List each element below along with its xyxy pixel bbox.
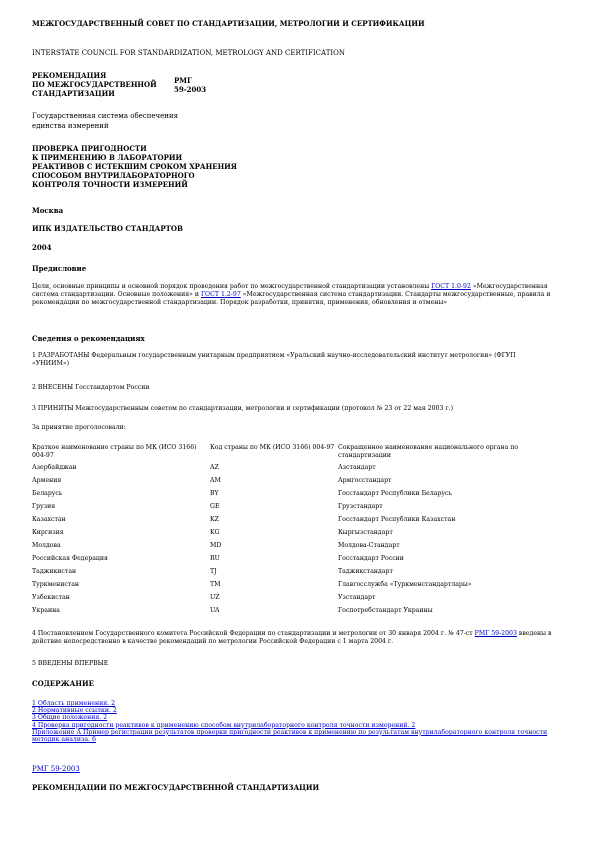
country-cell: Армения xyxy=(32,477,62,484)
title-line-3: РЕАКТИВОВ С ИСТЕКШИМ СРОКОМ ХРАНЕНИЯ xyxy=(32,162,237,171)
contents-list xyxy=(32,700,552,743)
standards-body-cell: Узстандарт xyxy=(338,594,376,601)
code-cell: BY xyxy=(210,490,219,497)
contents-heading: СОДЕРЖАНИЕ xyxy=(32,679,94,688)
standards-body-cell: Кыргызстандарт xyxy=(338,529,393,536)
code-cell: AZ xyxy=(210,464,219,471)
title-line-2: К ПРИМЕНЕНИЮ В ЛАБОРАТОРИИ xyxy=(32,153,183,162)
table-row xyxy=(32,568,562,581)
country-cell: Азербайджан xyxy=(32,464,77,471)
code-cell: UA xyxy=(210,607,220,614)
designation-line-3: СТАНДАРТИЗАЦИИ xyxy=(32,89,115,98)
footer-rmg-link[interactable]: РМГ 59-2003 xyxy=(32,765,80,773)
designation-code-1: РМГ xyxy=(174,76,192,85)
country-cell: Грузия xyxy=(32,503,56,510)
toc-item-appendix-a[interactable]: Приложение А Пример регистрации результатов проверки пригодности реактивов к применению по результатам внутрилабораторного контроля точности методик анализа. 6 xyxy=(32,728,548,744)
code-cell: RU xyxy=(210,555,220,562)
table-header-row xyxy=(32,444,562,464)
designation-line-2: ПО МЕЖГОСУДАРСТВЕННОЙ xyxy=(32,80,157,89)
system-line-2: единства измерений xyxy=(32,122,109,130)
council-en-heading: INTERSTATE COUNCIL FOR STANDARDIZATION, METROLOGY AND CERTIFICATION xyxy=(32,49,345,57)
imprint-city: Москва xyxy=(32,206,64,215)
toc-item-suitability-check[interactable]: 4 Проверка пригодности реактивов к применению способом внутрилабораторного контроля точности измерений. 2 xyxy=(32,721,416,729)
table-row xyxy=(32,516,562,529)
info-item-1: 1 РАЗРАБОТАНЫ Федеральным государственным унитарным предприятием «Уральский научно-исследовательский институт метрологии» (ФГУП «УНИИМ») xyxy=(32,352,516,367)
designation-code-2: 59-2003 xyxy=(174,85,207,94)
info-item-4 xyxy=(32,630,552,646)
standards-body-cell: Госпотребстандарт Украины xyxy=(338,607,433,614)
country-cell: Украина xyxy=(32,607,60,614)
table-row xyxy=(32,594,562,607)
item-4-text-a: 4 Постановлением Государственного комитета Российской Федерации по стандартизации и метрологии от 30 января 2004 г. № 47-ст xyxy=(32,630,475,637)
rmg-59-2003-link[interactable]: РМГ 59-2003 xyxy=(474,630,517,637)
code-cell: KZ xyxy=(210,516,219,523)
preface-text-b: «Межгосударственная система стандартизации. Основные положения» и xyxy=(32,283,548,298)
item-4-text-b: введены в действие непосредственно в качестве рекомендаций по метрологии Российской Федерации с 1 марта 2004 г. xyxy=(32,630,552,645)
country-cell: Киргизия xyxy=(32,529,64,536)
code-cell: KG xyxy=(210,529,220,536)
country-cell: Молдова xyxy=(32,542,61,549)
country-cell: Таджикистан xyxy=(32,568,77,575)
preface-heading: Предисловие xyxy=(32,264,87,273)
table-row xyxy=(32,542,562,555)
table-row xyxy=(32,555,562,568)
table-row xyxy=(32,581,562,594)
gost-1-2-97-link[interactable]: ГОСТ 1.2-97 xyxy=(200,291,241,298)
code-cell: TJ xyxy=(210,568,217,575)
code-cell: UZ xyxy=(210,594,220,601)
system-line-1: Государственная система обеспечения xyxy=(32,112,179,120)
standards-body-cell: Армгосстандарт xyxy=(338,477,392,484)
country-cell: Туркменистан xyxy=(32,581,80,588)
table-row xyxy=(32,503,562,516)
country-cell: Российская Федерация xyxy=(32,555,108,562)
preface-paragraph xyxy=(32,283,552,307)
recommendations-heading: РЕКОМЕНДАЦИИ ПО МЕЖГОСУДАРСТВЕННОЙ СТАНДАРТИЗАЦИИ xyxy=(32,783,320,792)
column-header-code: Код страны по МК (ИСО 3166) 004-97 xyxy=(210,444,335,451)
code-cell: GE xyxy=(210,503,220,510)
table-row xyxy=(32,477,562,490)
column-header-country: Краткое наименование страны по МК (ИСО 3166) 004-97 xyxy=(32,444,197,459)
title-line-4: СПОСОБОМ ВНУТРИЛАБОРАТОРНОГО xyxy=(32,171,195,180)
table-row xyxy=(32,464,562,477)
voting-states-table xyxy=(32,444,562,620)
table-row xyxy=(32,529,562,542)
title-line-5: КОНТРОЛЯ ТОЧНОСТИ ИЗМЕРЕНИЙ xyxy=(32,180,188,189)
table-row xyxy=(32,607,562,620)
code-cell: TM xyxy=(210,581,221,588)
country-cell: Беларусь xyxy=(32,490,63,497)
gost-1-0-92-link[interactable]: ГОСТ 1.0-92 xyxy=(431,283,471,290)
voted-label: За принятие проголосовали: xyxy=(32,424,126,431)
table-row xyxy=(32,490,562,503)
imprint-publisher: ИПК ИЗДАТЕЛЬСТВО СТАНДАРТОВ xyxy=(32,224,183,233)
council-ru-heading: МЕЖГОСУДАРСТВЕННЫЙ СОВЕТ ПО СТАНДАРТИЗАЦИИ, МЕТРОЛОГИИ И СЕРТИФИКАЦИИ xyxy=(32,19,425,28)
preface-text-a: Цели, основные принципы и основной порядок проведения работ по межгосударственной стандартизации установлены xyxy=(32,283,432,290)
designation-line-1: РЕКОМЕНДАЦИЯ xyxy=(32,71,107,80)
standards-body-cell: Молдова-Стандарт xyxy=(338,542,400,549)
column-header-standards-body: Сокращенное наименование национального органа по стандартизации xyxy=(338,444,519,459)
toc-item-scope[interactable]: 1 Область применения. 2 xyxy=(32,700,116,707)
info-heading: Сведения о рекомендациях xyxy=(32,334,145,343)
info-item-3: 3 ПРИНЯТЫ Межгосударственным советом по стандартизации, метрологии и сертификации (протокол № 23 от 22 мая 2003 г.) xyxy=(32,405,453,412)
standards-body-cell: Главгосслужба «Туркменстандартлары» xyxy=(338,581,472,588)
standards-body-cell: Госстандарт Республики Беларусь xyxy=(338,490,452,497)
code-cell: MD xyxy=(210,542,222,549)
title-line-1: ПРОВЕРКА ПРИГОДНОСТИ xyxy=(32,144,147,153)
info-item-5: 5 ВВЕДЕНЫ ВПЕРВЫЕ xyxy=(32,660,109,667)
standards-body-cell: Госстандарт Республики Казахстан xyxy=(338,516,456,523)
standards-body-cell: Госстандарт России xyxy=(338,555,404,562)
standards-body-cell: Таджикстандарт xyxy=(338,568,393,575)
country-cell: Казахстан xyxy=(32,516,66,523)
imprint-year: 2004 xyxy=(32,243,52,252)
preface-text-c: «Межгосударственная система стандартизации. Стандарты межгосударственные, правила и рекомендации по межгосударственной стандартизации. Порядок разработки, принятия, применения, обновления и отмены» xyxy=(32,291,551,306)
standards-body-cell: Азстандарт xyxy=(338,464,376,471)
standards-body-cell: Грузстандарт xyxy=(338,503,383,510)
info-item-2: 2 ВНЕСЕНЫ Госстандартом России xyxy=(32,384,150,391)
toc-item-normative-references[interactable]: 2 Нормативные ссылки. 2 xyxy=(32,707,117,715)
toc-item-general-provisions[interactable]: 3 Общие положения. 2 xyxy=(32,714,108,722)
country-cell: Узбекистан xyxy=(32,594,70,601)
code-cell: AM xyxy=(210,477,221,484)
